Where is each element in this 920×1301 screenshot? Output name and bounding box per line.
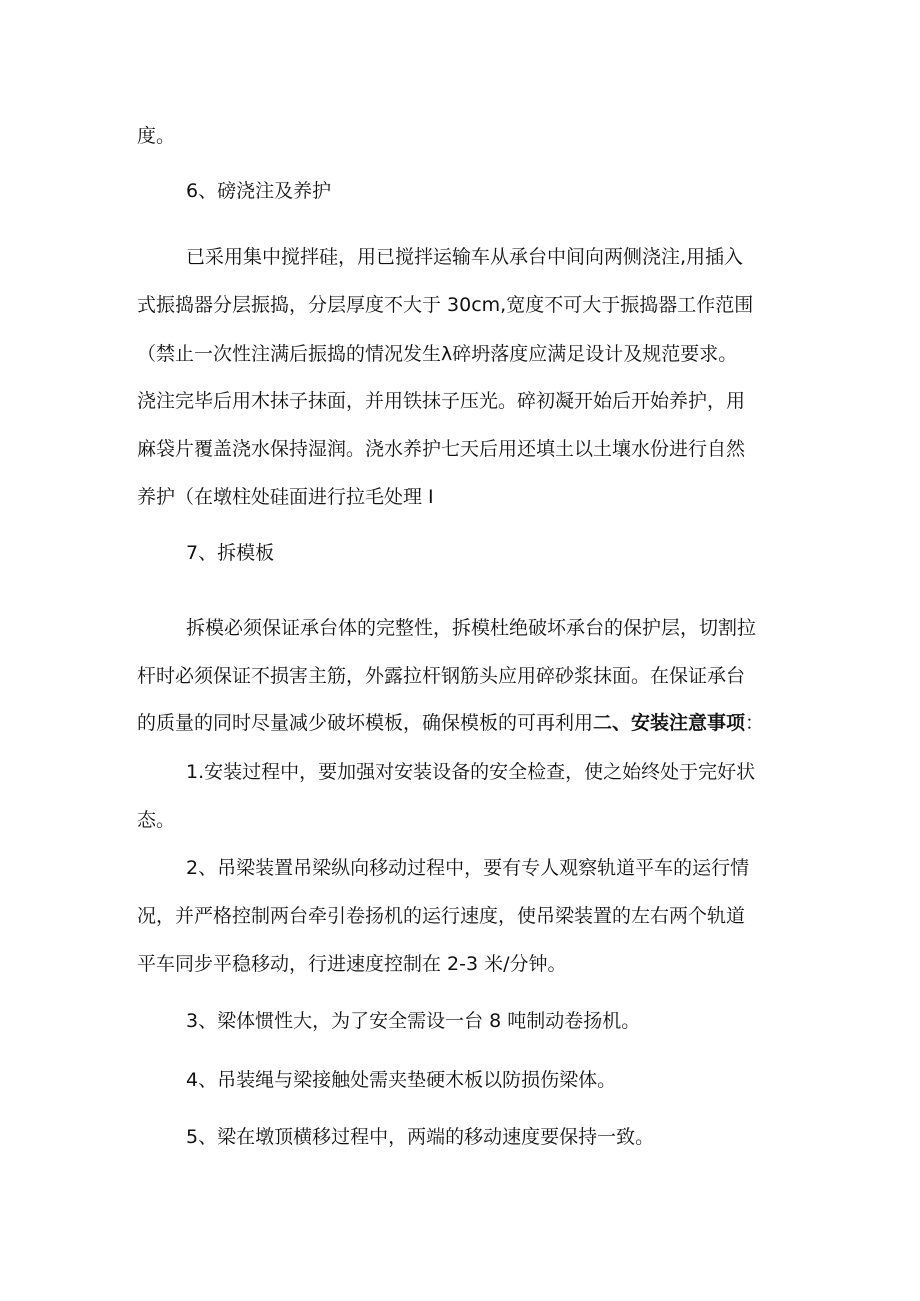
paragraph-line: 麻袋片覆盖浇水保持湿润。浇水养护七天后用还填土以土壤水份进行自然 — [137, 438, 746, 460]
section-heading: 6、磅浇注及养护 — [186, 180, 332, 202]
list-item-line: 4、吊装绳与梁接触处需夹垫硬木板以防损伤梁体。 — [186, 1069, 617, 1091]
paragraph-line-with-heading — [137, 711, 764, 735]
paragraph-line: 浇注完毕后用木抹子抹面，并用铁抹子压光。碎初凝开始后开始养护，用 — [137, 390, 746, 412]
paragraph-line: 养护（在墩柱处硅面进行拉毛处理 I — [137, 486, 434, 508]
list-item-line: 3、梁体惯性大，为了安全需设一台 8 吨制动卷扬机。 — [186, 1010, 641, 1032]
paragraph-line: 度。 — [137, 125, 176, 147]
list-item-line: 5、梁在墩顶横移过程中，两端的移动速度要保持一致。 — [186, 1126, 655, 1148]
section-heading: 7、拆模板 — [186, 542, 275, 564]
paragraph-line: 拆模必须保证承台体的完整性，拆模杜绝破坏承台的保护层，切割拉 — [186, 617, 757, 639]
section-heading-inline: 二、安装注意事项 — [593, 712, 746, 734]
colon-text: ： — [745, 712, 765, 734]
list-item-line: 平车同步平稳移动，行进速度控制在 2-3 米/分钟。 — [137, 953, 567, 975]
list-item-line: 态。 — [137, 809, 176, 831]
paragraph-line: （禁止一次性注满后振捣的情况发生λ碎坍落度应满足设计及规范要求。 — [137, 343, 738, 365]
paragraph-line: 式振捣器分层振捣，分层厚度不大于 30cm,宽度不可大于振捣器工作范围 — [137, 294, 754, 316]
paragraph-line: 杆时必须保证不损害主筋，外露拉杆钢筋头应用碎砂浆抹面。在保证承台 — [137, 665, 746, 687]
list-item-line: 况，并严格控制两台牵引卷扬机的运行速度，使吊梁装置的左右两个轨道 — [137, 905, 746, 927]
list-item-line: 1.安装过程中，要加强对安装设备的安全检查，使之始终处于完好状 — [186, 761, 756, 783]
paragraph-line: 已采用集中搅拌硅，用已搅拌运输车从承台中间向两侧浇注,用插入 — [186, 246, 744, 268]
paragraph-text: 的质量的同时尽量减少破坏模板，确保模板的可再利用 — [137, 712, 594, 734]
list-item-line: 2、吊梁装置吊梁纵向移动过程中，要有专人观察轨道平车的运行情 — [186, 857, 750, 879]
